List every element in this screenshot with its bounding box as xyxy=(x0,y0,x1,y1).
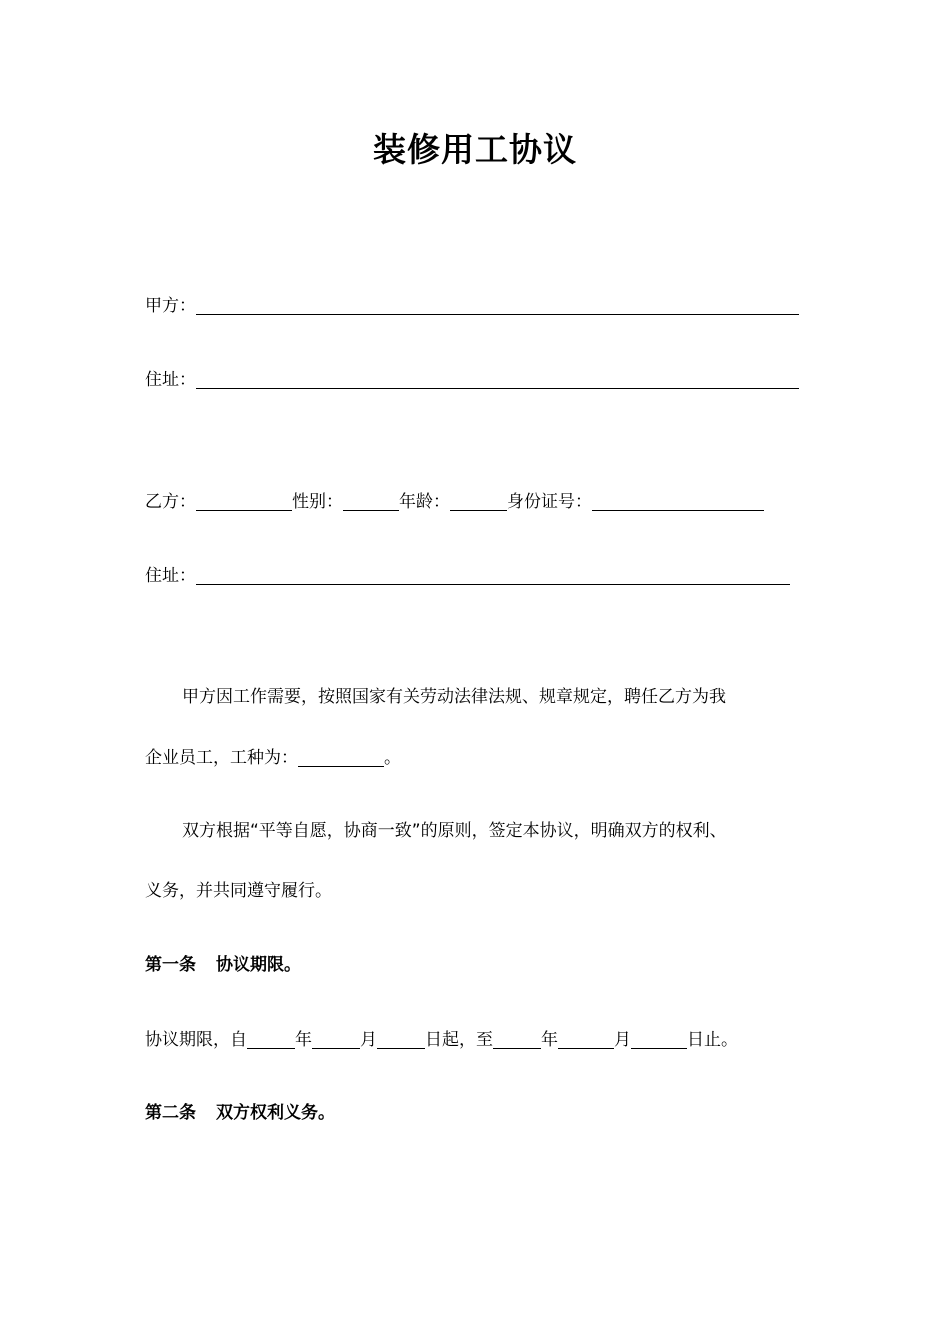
party-a-label: 甲方： xyxy=(145,296,196,316)
end-year-label: 年 xyxy=(541,1030,558,1050)
article2-number: 第二条 xyxy=(145,1103,196,1123)
party-b-name-blank[interactable] xyxy=(196,490,292,511)
party-b-address-blank[interactable] xyxy=(196,564,790,585)
start-month-label: 月 xyxy=(360,1030,377,1050)
party-b-address-line xyxy=(145,564,790,587)
party-b-id-label: 身份证号： xyxy=(507,492,592,512)
paragraph1-line2 xyxy=(145,746,401,769)
party-a-address-line xyxy=(145,368,799,391)
end-month-blank[interactable] xyxy=(558,1028,614,1049)
party-b-id-blank[interactable] xyxy=(592,490,764,511)
party-a-name-blank[interactable] xyxy=(196,294,799,315)
party-b-line xyxy=(145,490,764,513)
party-a-line xyxy=(145,294,799,317)
party-a-address-blank[interactable] xyxy=(196,368,799,389)
start-year-blank[interactable] xyxy=(247,1028,295,1049)
start-day-blank[interactable] xyxy=(377,1028,425,1049)
end-month-label: 月 xyxy=(614,1030,631,1050)
paragraph1-line1: 甲方因工作需要，按照国家有关劳动法律法规、规章规定，聘任乙方为我 xyxy=(182,687,726,707)
party-b-age-label: 年龄： xyxy=(399,492,450,512)
paragraph1-line2-prefix: 企业员工，工种为： xyxy=(145,748,298,768)
paragraph2-line2: 义务，并共同遵守履行。 xyxy=(145,881,332,901)
party-b-gender-blank[interactable] xyxy=(343,490,399,511)
term-prefix: 协议期限，自 xyxy=(145,1030,247,1050)
end-year-blank[interactable] xyxy=(493,1028,541,1049)
party-b-gender-label: 性别： xyxy=(292,492,343,512)
start-year-label: 年 xyxy=(295,1030,312,1050)
party-b-address-label: 住址： xyxy=(145,566,196,586)
article1-number: 第一条 xyxy=(145,955,196,975)
start-day-label: 日起，至 xyxy=(425,1030,493,1050)
party-b-label: 乙方： xyxy=(145,492,196,512)
article1-term-line xyxy=(145,1028,738,1051)
document-title: 装修用工协议 xyxy=(373,130,577,169)
paragraph2-line1: 双方根据“平等自愿，协商一致”的原则，签定本协议，明确双方的权利、 xyxy=(182,821,727,841)
start-month-blank[interactable] xyxy=(312,1028,360,1049)
end-day-label: 日止。 xyxy=(687,1030,738,1050)
job-type-blank[interactable] xyxy=(298,746,384,767)
article1-title: 协议期限。 xyxy=(216,955,301,975)
paragraph1-line2-suffix: 。 xyxy=(384,748,401,768)
party-a-address-label: 住址： xyxy=(145,370,196,390)
party-b-age-blank[interactable] xyxy=(450,490,507,511)
article1-heading xyxy=(145,954,301,976)
article2-heading xyxy=(145,1102,335,1124)
end-day-blank[interactable] xyxy=(631,1028,687,1049)
article2-title: 双方权利义务。 xyxy=(216,1103,335,1123)
